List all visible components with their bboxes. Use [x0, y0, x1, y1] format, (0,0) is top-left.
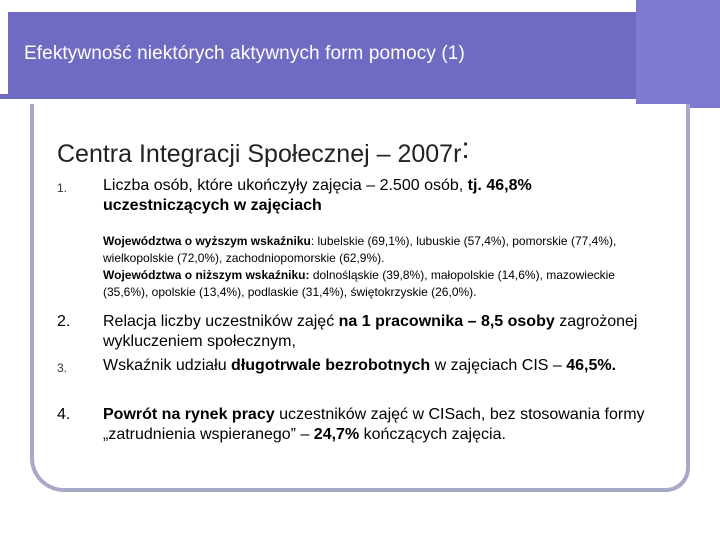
section-heading: [57, 132, 470, 170]
regions-higher-text: : lubelskie (69,1%), lubuskie (57,4%), pomorskie (77,4%), wielkopolskie (72,0%), zachodniopomorskie (62,9%).: [103, 234, 617, 265]
item-text-bold: długotrwale bezrobotnych: [231, 357, 431, 374]
item-text-bold-2: 46,5%.: [566, 357, 617, 374]
title-underline: [0, 94, 636, 99]
item-text-bold-2: 24,7%: [313, 426, 360, 443]
regions-lower-label: Województwa o niższym wskaźniku:: [103, 268, 310, 282]
item-number: 3.: [57, 361, 68, 375]
item-text-plain-2: w zajęciach CIS –: [430, 357, 567, 374]
section-heading-text: Centra Integracji Społecznej – 2007r: [57, 140, 462, 168]
list-item-1: [57, 176, 657, 216]
title-bar: [8, 12, 636, 96]
regions-higher-label: Województwa o wyższym wskaźniku: [103, 234, 311, 248]
regions-lower-text: dolnośląskie (39,8%), małopolskie (14,6%), mazowieckie (35,6%), opolskie (13,4%), podlaskie (31,4%), świętokrzyskie (26,0%).: [103, 268, 615, 299]
item-text-plain: Liczba osób, które ukończyły zajęcia – 2.500 osób,: [103, 177, 468, 194]
item-text-plain: Relacja liczby uczestników zajęć: [103, 313, 339, 330]
item-text-plain-2: zagrożonej wykluczeniem społecznym,: [103, 313, 638, 350]
section-heading-colon: :: [461, 132, 470, 165]
item-number: 1.: [57, 181, 68, 195]
list-item-4: [57, 405, 657, 445]
item-text: [103, 356, 657, 376]
slide-title: Efektywność niektórych aktywnych form pomocy (1): [24, 43, 465, 64]
regions-lower: [103, 267, 663, 301]
regions-higher: [103, 233, 663, 267]
item-text-bold: Powrót na rynek pracy: [103, 406, 275, 423]
item-text-plain: uczestników zajęć w CISach, bez stosowania formy „zatrudnienia wspieranego” –: [103, 406, 645, 443]
regions-note: [103, 233, 663, 301]
item-text-bold: tj. 46,8% uczestniczących w zajęciach: [103, 177, 532, 214]
item-text: [103, 405, 657, 445]
list-item-3: [57, 356, 657, 376]
list-item-2: [57, 312, 657, 352]
item-text-bold: na 1 pracownika – 8,5 osoby: [338, 313, 555, 330]
item-text: [103, 312, 657, 352]
item-text-plain: Wskaźnik udziału: [103, 357, 232, 374]
item-number: 2.: [57, 313, 71, 330]
item-text-plain-2: kończących zajęcia.: [359, 426, 506, 443]
corner-accent-block: [636, 0, 720, 108]
item-text: [103, 176, 657, 216]
item-number: 4.: [57, 406, 71, 423]
